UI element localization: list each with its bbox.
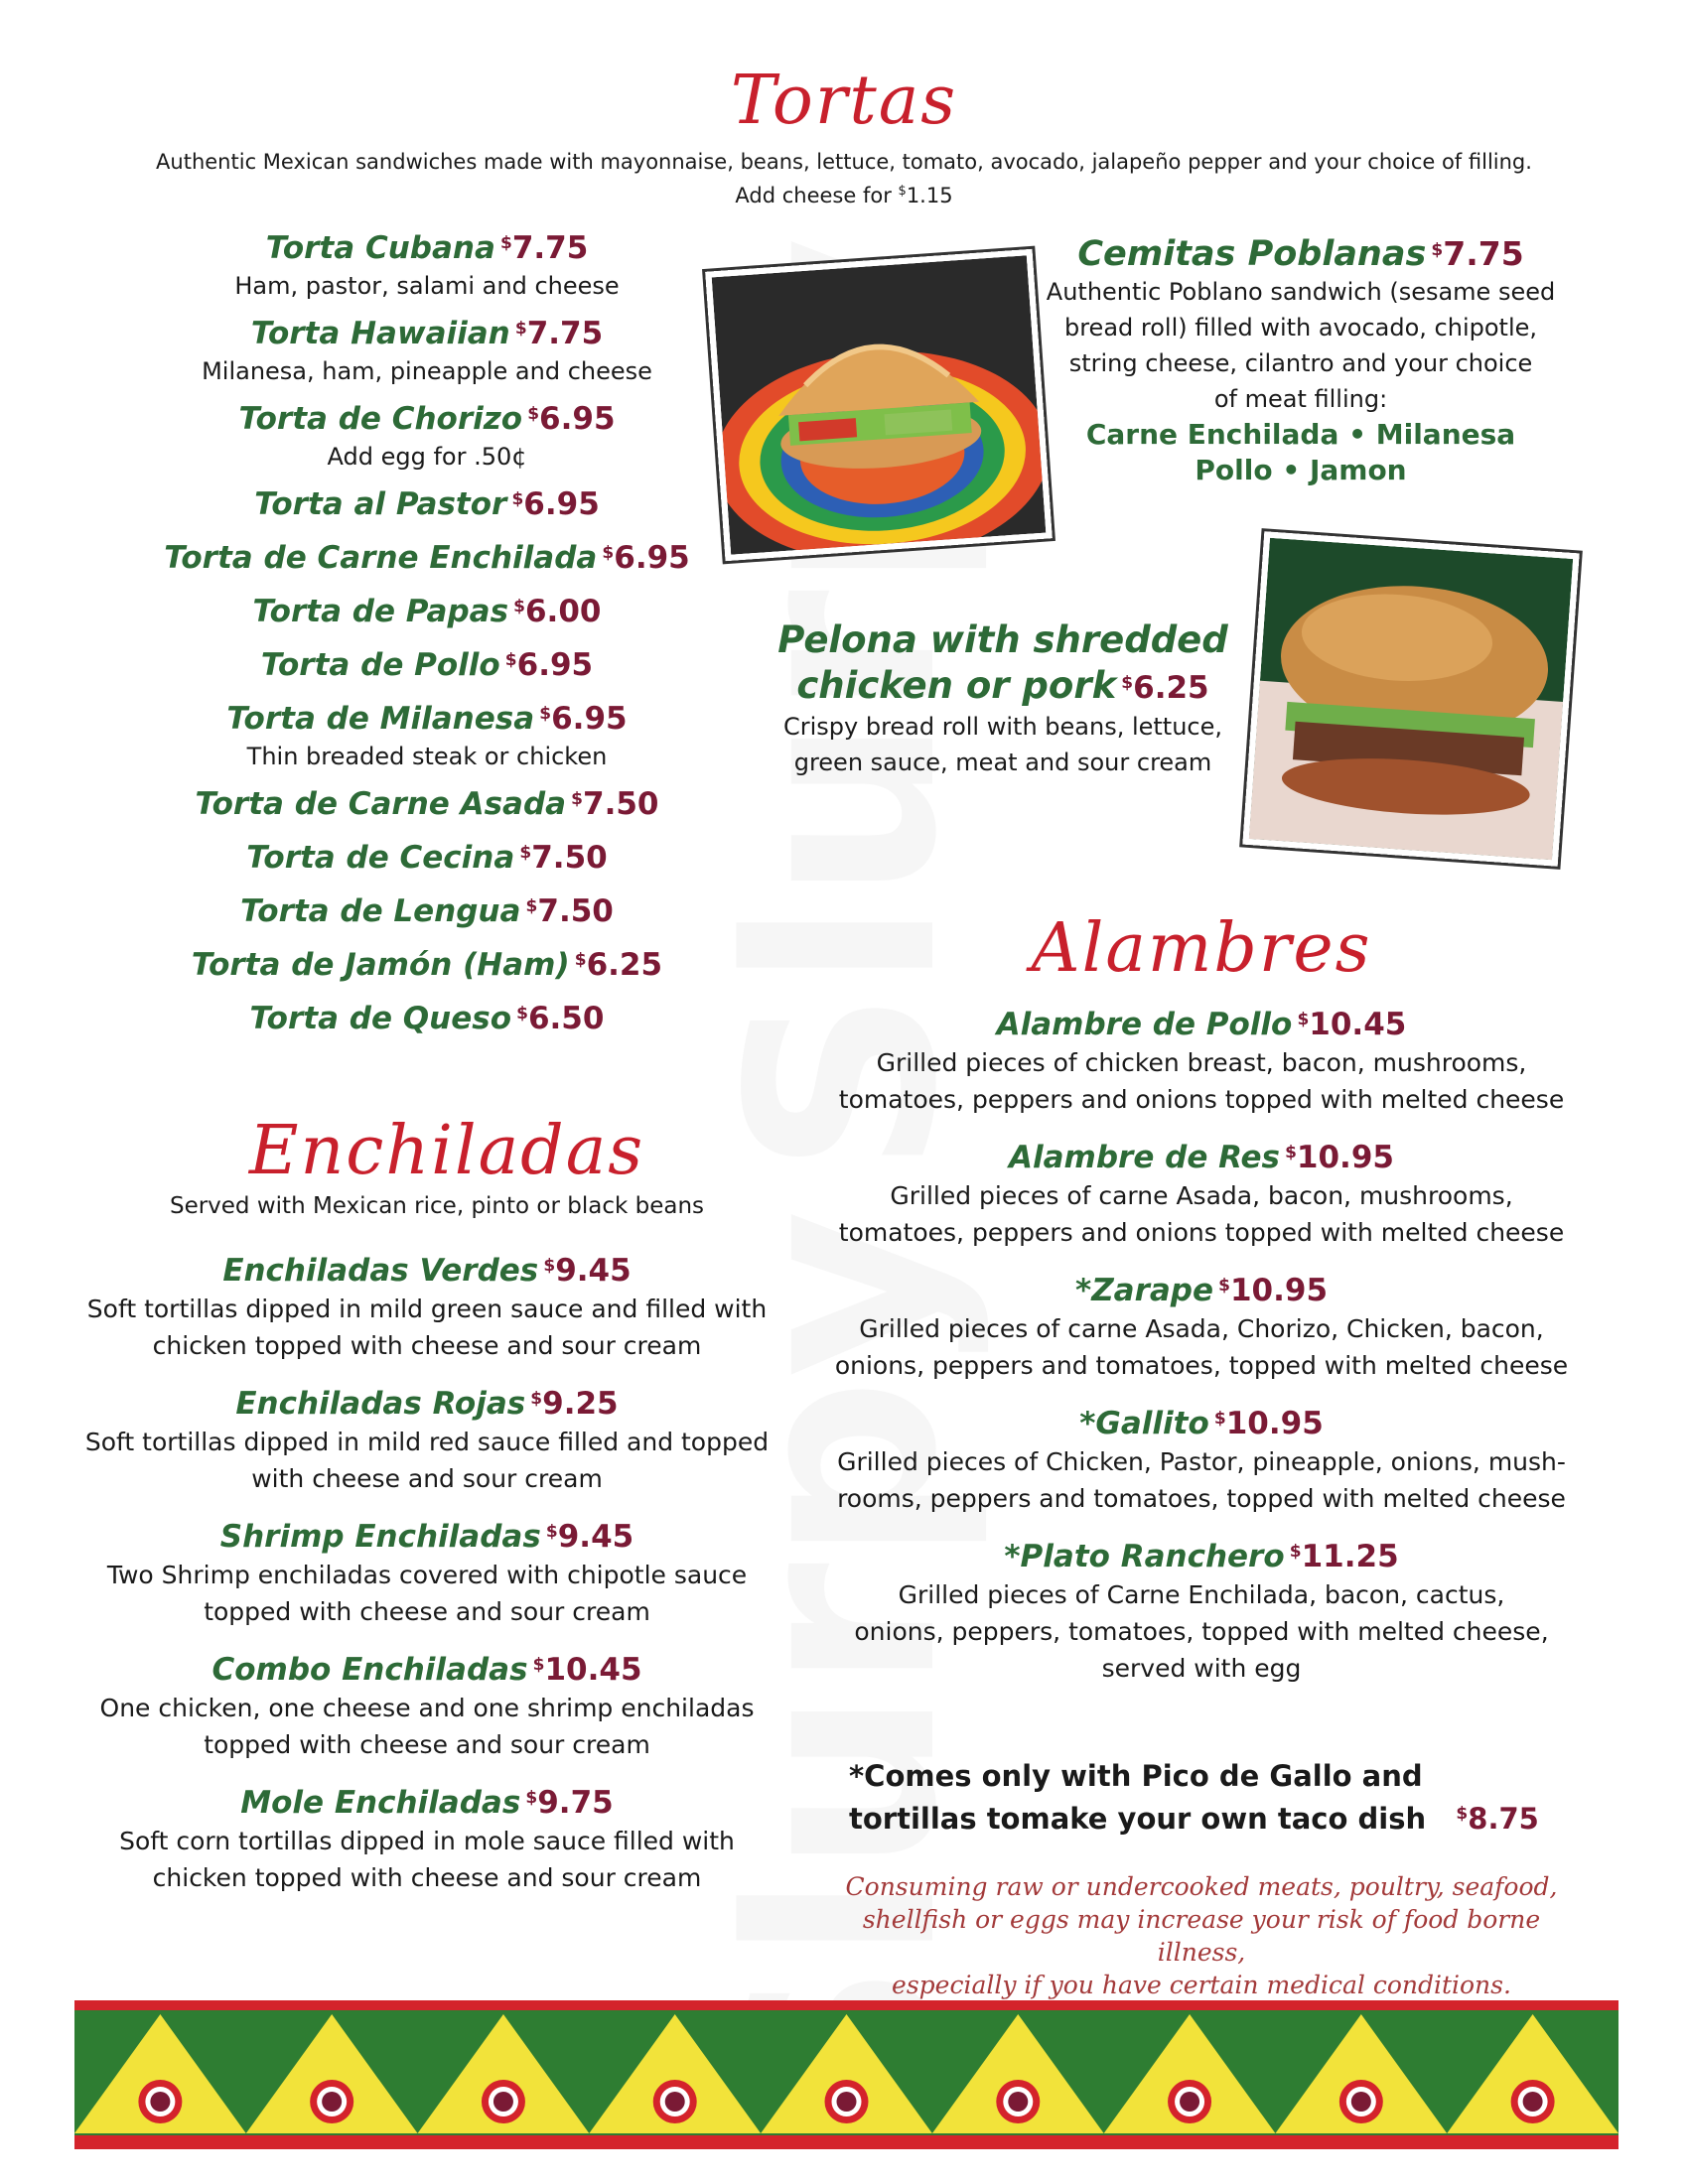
menu-item-shrimp-enchiladas: Shrimp Enchiladas $9.45 Two Shrimp enchiladas covered with chipotle sauce topped with cheese and sour cream xyxy=(106,1519,748,1626)
enchiladas-title: Enchiladas xyxy=(248,1112,645,1190)
band-medallion-inner xyxy=(665,2092,685,2112)
pelona-desc-1: Crispy bread roll with beans, lettuce, xyxy=(782,713,1223,741)
menu-item-gallito: *Gallito $10.95 Grilled pieces of Chicken, Pastor, pineapple, onions, mush- rooms, peppers and tomatoes, topped with melted cheese xyxy=(837,1406,1566,1513)
alambres-list xyxy=(834,1005,1569,1706)
menu-item-pelona: Pelona with shredded chicken or pork $6.25 Crispy bread roll with beans, lettuce, green sauce, meat and sour cream xyxy=(755,617,1251,780)
enchiladas-intro: Served with Mexican rice, pinto or black beans xyxy=(169,1193,705,1219)
torta-photo xyxy=(705,249,1053,561)
menu-item-torta-cecina: Torta de Cecina $7.50 xyxy=(246,840,608,876)
tortas-title: Tortas xyxy=(730,62,958,140)
band-bottom-stripe xyxy=(74,2135,1618,2149)
menu-item-cemitas-poblanas: Cemitas Poblanas $7.75 Authentic Poblano sandwich (sesame seed bread roll) filled with avocado, chipotle, string cheese, cilantro and your choice of meat filling: Carne Enchilada • Milanesa Pollo • Jamon xyxy=(1023,234,1579,488)
decorative-border-band xyxy=(74,2000,1618,2149)
menu-item-enchiladas-verdes: Enchiladas Verdes $9.45 Soft tortillas dipped in mild green sauce and filled with chicken topped with cheese and sour cream xyxy=(86,1253,768,1360)
taco-note-line1: *Comes only with Pico de Gallo and xyxy=(849,1759,1423,1793)
pelona-photo-art xyxy=(1249,538,1573,861)
torta-photo-art xyxy=(712,255,1047,555)
pelona-block xyxy=(755,617,1251,794)
border-pattern xyxy=(74,2000,1618,2149)
menu-item-plato-ranchero: *Plato Ranchero $11.25 Grilled pieces of Carne Enchilada, bacon, cactus, onions, peppers, tomatoes, topped with melted cheese, served with egg xyxy=(854,1539,1549,1683)
menu-item-torta-queso: Torta de Queso $6.50 xyxy=(249,1001,605,1036)
band-medallion-inner xyxy=(1351,2092,1371,2112)
taco-note-line2: tortillas tomake your own taco dish $8.75 xyxy=(849,1802,1539,1836)
menu-item-torta-pastor: Torta al Pastor $6.95 xyxy=(254,486,600,522)
cemitas-poblanas-block xyxy=(1023,234,1579,502)
menu-item-torta-carne-asada: Torta de Carne Asada $7.50 xyxy=(195,786,659,822)
menu-item-torta-lengua: Torta de Lengua $7.50 xyxy=(240,893,614,929)
enchiladas-list xyxy=(70,1251,784,1916)
band-medallion-inner xyxy=(322,2092,342,2112)
tortas-intro-line1: Authentic Mexican sandwiches made with mayonnaise, beans, lettuce, tomato, avocado, jalapeño pepper and your choice of filling. xyxy=(156,150,1532,174)
band-medallion-inner xyxy=(837,2092,857,2112)
taco-dish-note xyxy=(849,1757,1584,1838)
tortas-list xyxy=(99,228,755,1052)
pelona-name-2: chicken or pork xyxy=(796,664,1117,707)
menu-item-torta-hawaiian: Torta Hawaiian $7.75 Milanesa, ham, pineapple and cheese xyxy=(202,316,652,385)
cemitas-options-1: Carne Enchilada • Milanesa xyxy=(1085,418,1516,451)
alambres-title: Alambres xyxy=(1031,909,1372,988)
menu-item-torta-milanesa: Torta de Milanesa $6.95 Thin breaded steak or chicken xyxy=(226,701,628,770)
band-medallion-inner xyxy=(1523,2092,1543,2112)
band-medallion-inner xyxy=(1180,2092,1199,2112)
tortas-intro-line2: Add cheese for $1.15 xyxy=(735,184,953,207)
food-safety-warning: Consuming raw or undercooked meats, poultry, seafood, shellfish or eggs may increase your risk of food borne illness, especially if you have certain medical conditions. xyxy=(845,1872,1558,1999)
menu-item-zarape: *Zarape $10.95 Grilled pieces of carne Asada, Chorizo, Chicken, bacon, onions, peppers and tomatoes, topped with melted cheese xyxy=(834,1273,1569,1380)
tortas-intro xyxy=(79,147,1609,210)
band-medallion-inner xyxy=(150,2092,170,2112)
pelona-name-1: Pelona with shredded xyxy=(777,618,1228,661)
menu-item-alambre-res: Alambre de Res $10.95 Grilled pieces of carne Asada, bacon, mushrooms, tomatoes, peppers and onions topped with melted cheese xyxy=(838,1140,1565,1247)
band-medallion-inner xyxy=(493,2092,513,2112)
cemitas-desc-2: bread roll) filled with avocado, chipotle, xyxy=(1063,314,1538,341)
band-medallion-inner xyxy=(1008,2092,1028,2112)
menu-item-torta-jamon: Torta de Jamón (Ham) $6.25 xyxy=(191,947,663,983)
menu-item-mole-enchiladas: Mole Enchiladas $9.75 Soft corn tortillas dipped in mole sauce filled with chicken topped with cheese and sour cream xyxy=(119,1785,735,1892)
pelona-photo xyxy=(1242,531,1579,866)
menu-item-torta-papas: Torta de Papas $6.00 xyxy=(252,594,602,629)
cemitas-desc-4: of meat filling: xyxy=(1213,385,1388,413)
band-top-stripe xyxy=(74,2000,1618,2010)
menu-item-torta-chorizo: Torta de Chorizo $6.95 Add egg for .50¢ xyxy=(238,401,616,471)
cemitas-desc-1: Authentic Poblano sandwich (sesame seed xyxy=(1046,278,1556,306)
menu-item-enchiladas-rojas: Enchiladas Rojas $9.25 Soft tortillas dipped in mild red sauce filled and topped with cheese and sour cream xyxy=(84,1386,770,1493)
cemitas-options-2: Pollo • Jamon xyxy=(1195,454,1407,486)
menu-item-combo-enchiladas: Combo Enchiladas $10.45 One chicken, one cheese and one shrimp enchiladas topped with cheese and sour cream xyxy=(99,1652,755,1759)
pelona-desc-2: green sauce, meat and sour cream xyxy=(793,749,1212,776)
menu-item-torta-carne-enchilada: Torta de Carne Enchilada $6.95 xyxy=(164,540,690,576)
menu-item-alambre-pollo: Alambre de Pollo $10.45 Grilled pieces of chicken breast, bacon, mushrooms, tomatoes, peppers and onions topped with melted cheese xyxy=(838,1007,1565,1114)
menu-item-torta-cubana: Torta Cubana $7.75 Ham, pastor, salami and cheese xyxy=(234,230,620,300)
menu-item-torta-pollo: Torta de Pollo $6.95 xyxy=(260,647,594,683)
cemitas-desc-3: string cheese, cilantro and your choice xyxy=(1068,349,1533,377)
